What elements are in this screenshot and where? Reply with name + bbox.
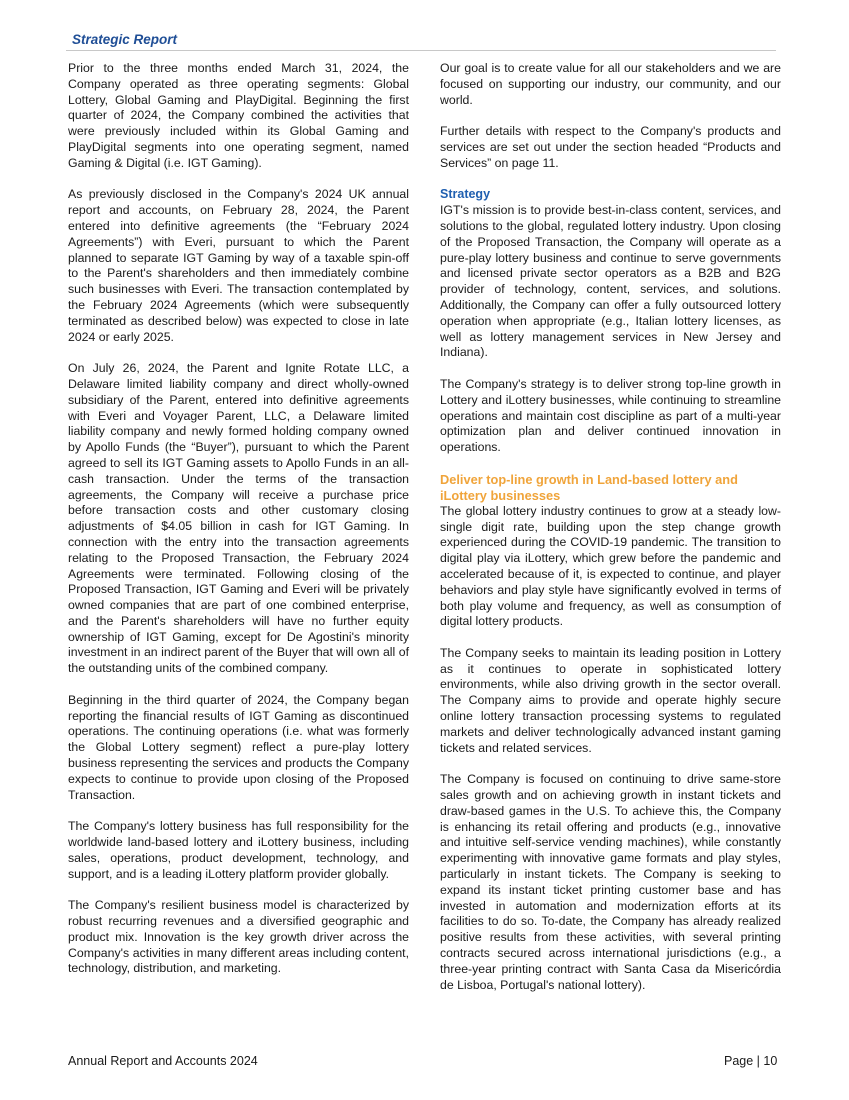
left-column <box>68 61 409 993</box>
paragraph: The Company is focused on continuing to drive same-store sales growth and on achieving growth in instant tickets and draw-based games in the U.S. To achieve this, the Company is enhancing its retail offering and products (e.g., innovative and intuitive self-service vending machines), while constantly experimenting with innovative game formats and play styles, particularly in instant tickets. The Company is seeking to expand its instant ticket printing customer base and has invested in automation and modernization efforts at its facilities to do so. To-date, the Company has already realized positive results from these activities, with several printing contracts secured across international jurisdictions (e.g., a three-year printing contract with Santa Casa da Misericórdia de Lisboa, Portugal's national lottery). <box>440 772 781 992</box>
paragraph: The Company's resilient business model is characterized by robust recurring revenues and a diversified geographic and product mix. Innovation is the key growth driver across the Company's activities in many different areas including content, technology, distribution, and marketing. <box>68 898 409 976</box>
header-divider <box>66 50 776 51</box>
growth-subheading: Deliver top-line growth in Land-based lottery and iLottery businesses <box>440 471 738 503</box>
paragraph: Our goal is to create value for all our stakeholders and we are focused on supporting our industry, our community, and our world. <box>440 61 781 107</box>
paragraph: As previously disclosed in the Company's 2024 UK annual report and accounts, on February 28, 2024, the Parent entered into definitive agreements (the “February 2024 Agreements”) with Everi, pursuant to which the Parent planned to separate IGT Gaming by way of a taxable spin-off to the Parent's shareholders and then immediately combine such businesses with Everi. The transaction contemplated by the February 2024 Agreements (which were subsequently terminated as described below) was expected to close in late 2024 or early 2025. <box>68 187 409 344</box>
section-title: Strategic Report <box>72 32 178 47</box>
strategy-heading: Strategy <box>440 187 491 202</box>
footer-report-title: Annual Report and Accounts 2024 <box>68 1054 258 1068</box>
right-column <box>440 61 781 1009</box>
paragraph: The global lottery industry continues to grow at a steady low-single digit rate, building upon the step change growth experienced during the COVID-19 pandemic. The transition to digital play via iLottery, which grew before the pandemic and accelerated because of it, is expected to continue, and player behaviors and play style have significantly evolved in terms of both play volume and frequency, as well as consumption of digital lottery products. <box>440 503 781 629</box>
paragraph: Prior to the three months ended March 31, 2024, the Company operated as three operating segments: Global Lottery, Global Gaming and PlayDigital. Beginning the first quarter of 2024, the Company combined the activities that were previously included within its Global Gaming and PlayDigital segments into one operating segment, named Gaming & Digital (i.e. IGT Gaming). <box>68 61 409 170</box>
paragraph: The Company's lottery business has full responsibility for the worldwide land-based lottery and iLottery business, including sales, operations, product development, technology, and support, and is a leading iLottery platform provider globally. <box>68 819 409 881</box>
paragraph: The Company's strategy is to deliver strong top-line growth in Lottery and iLottery businesses, while continuing to streamline operations and maintain cost discipline as part of a multi-year optimization plan and deliver continued innovation in operations. <box>440 376 781 455</box>
paragraph: Further details with respect to the Company's products and services are set out under the section headed “Products and Services” on page 11. <box>440 124 781 170</box>
paragraph: Beginning in the third quarter of 2024, the Company began reporting the financial results of IGT Gaming as discontinued operations. The continuing operations (i.e. what was formerly the Global Lottery segment) reflect a pure-play lottery business representing the services and products the Company expects to continue to provide upon closing of the Proposed Transaction. <box>68 692 409 802</box>
paragraph: IGT's mission is to provide best-in-class content, services, and solutions to the global, regulated lottery industry. Upon closing of the Proposed Transaction, the Company will operate as a pure-play lottery business and continue to serve governments and licensed private sector operators as a B2B and B2G provider of technology, content, services, and solutions. Additionally, the Company can offer a fully outsourced lottery operation when appropriate (e.g., Italian lottery licenses, as well as lottery management services in New Jersey and Indiana). <box>440 203 781 360</box>
page-number: Page | 10 <box>724 1054 778 1068</box>
paragraph: The Company seeks to maintain its leading position in Lottery as it continues to operate in sophisticated lottery environments, while also driving growth in the sector overall. The Company aims to provide and operate highly secure online lottery transaction processing systems to regulated markets and deliver technologically advanced instant gaming tickets and related services. <box>440 645 781 755</box>
paragraph: On July 26, 2024, the Parent and Ignite Rotate LLC, a Delaware limited liability company and direct wholly-owned subsidiary of the Parent, entered into definitive agreements with Everi and Voyager Parent, LLC, a Delaware limited liability company and newly formed holding company owned by Apollo Funds (the “Buyer”), pursuant to which the Parent agreed to sell its IGT Gaming assets to Apollo Funds in an all-cash transaction. Under the terms of the transaction agreements, the Company will receive a purchase price before transaction costs and other customary closing adjustments of $4.05 billion in cash for IGT Gaming. In connection with the entry into the transaction agreements relating to the Proposed Transaction, the February 2024 Agreements were terminated. Following closing of the Proposed Transaction, IGT Gaming and Everi will be privately owned companies that are part of one combined enterprise, and the Parent's shareholders will have no further equity ownership of IGT Gaming, except for De Agostini's minority investment in an indirect parent of the Buyer that will own all of the outstanding units of the combined company. <box>68 361 409 676</box>
